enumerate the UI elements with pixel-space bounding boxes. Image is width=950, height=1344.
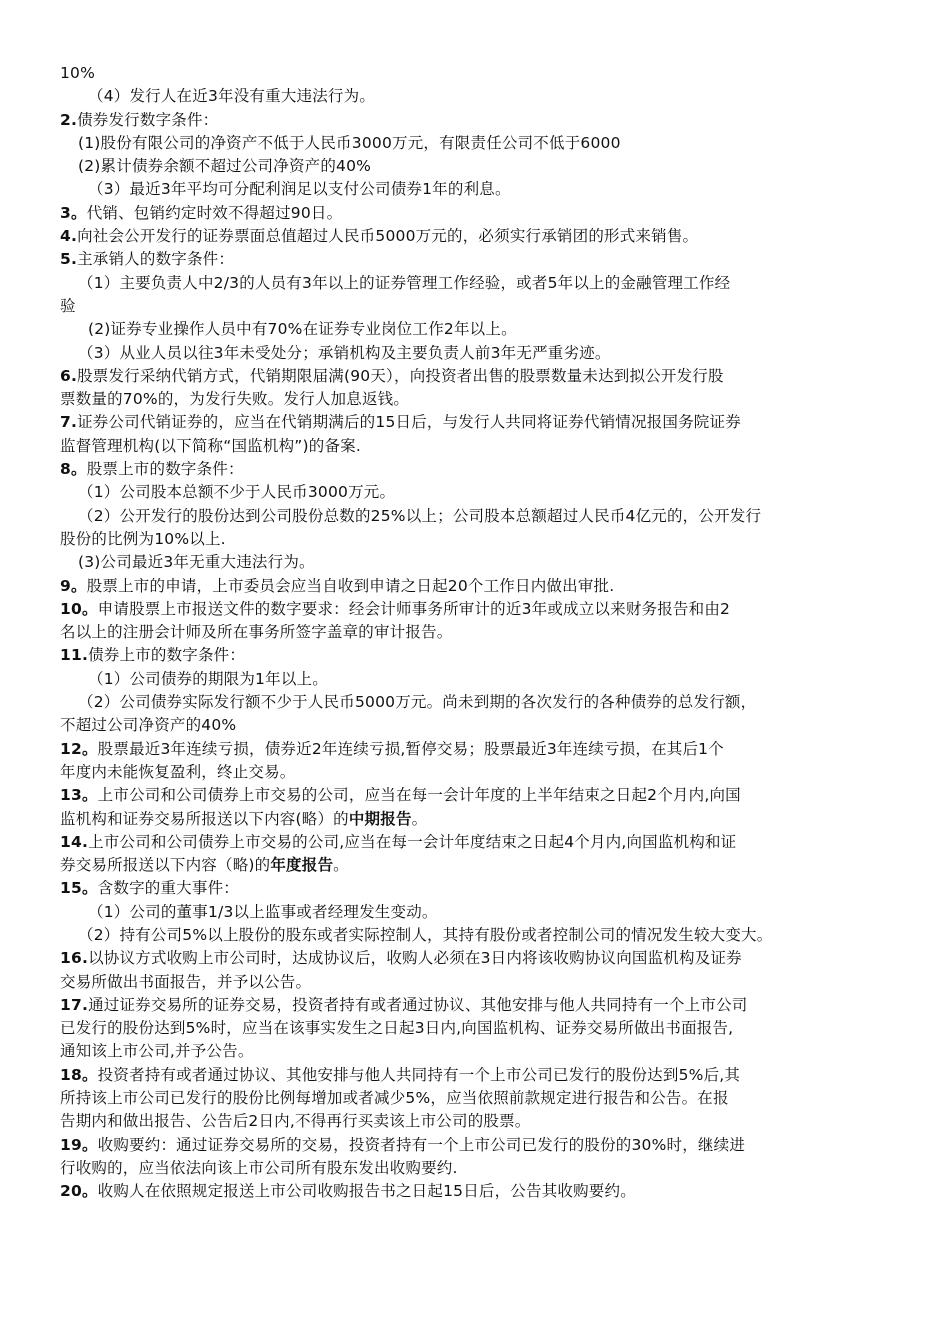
section-heading	[60, 598, 900, 621]
item-text: 收购要约：通过证券交易所的交易，投资者持有一个上市公司已发行的股份的30%时，继续进	[97, 1135, 746, 1154]
section-heading	[60, 947, 900, 970]
section-heading	[60, 109, 900, 132]
item-number: 17.	[60, 995, 89, 1014]
text-line: （2）公开发行的股份达到公司股份总数的25%以上；公司股本总额超过人民币4亿元的，公开发行	[78, 506, 762, 525]
section-heading	[60, 248, 900, 271]
text-line: （4）发行人在近3年没有重大违法行为。	[88, 87, 376, 106]
text-line: （1）公司的董事1/3以上监事或者经理发生变动。	[88, 902, 438, 921]
item-text: 代销、包销约定时效不得超过90日。	[86, 203, 343, 222]
item-number: 15。	[60, 879, 98, 898]
section-heading	[60, 1134, 900, 1157]
section-heading	[60, 458, 900, 481]
text-line: 交易所做出书面报告，并予以公告。	[60, 972, 312, 991]
item-number: 18。	[60, 1065, 98, 1084]
text-line: （2）公司债券实际发行额不少于人民币5000万元。尚未到期的各次发行的各种债券的总发行额，	[78, 693, 757, 712]
section-heading	[60, 877, 900, 900]
text-line: 行收购的，应当依法向该上市公司所有股东发出收购要约.	[60, 1158, 458, 1177]
text-line	[60, 854, 900, 877]
text-line: 监督管理机构(以下简称“国监机构”)的备案.	[60, 436, 361, 455]
item-number: 10。	[60, 599, 98, 618]
item-text: 证券公司代销证券的，应当在代销期满后的15日后，与发行人共同将证券代销情况报国务院证券	[77, 413, 741, 432]
item-number: 7.	[60, 413, 78, 432]
text-line: 10%	[60, 64, 96, 82]
item-text: 投资者持有或者通过协议、其他安排与他人共同持有一个上市公司已发行的股份达到5%后,其	[97, 1065, 741, 1084]
item-number: 3。	[60, 203, 87, 222]
item-text: 收购人在依照规定报送上市公司收购报告书之日起15日后，公告其收购要约。	[97, 1182, 636, 1201]
text-line	[60, 808, 900, 831]
item-text: 以协议方式收购上市公司时，达成协议后，收购人必须在3日内将该收购协议向国监机构及证券	[88, 949, 742, 968]
text-line: 所持该上市公司已发行的股份比例每增加或者减少5%，应当依照前款规定进行报告和公告。在报	[60, 1089, 729, 1108]
text-line: （1）公司股本总额不少于人民币3000万元。	[78, 483, 396, 502]
item-text: 上市公司和公司债券上市交易的公司,应当在每一会计年度结束之日起4个月内,向国监机构和证	[88, 832, 737, 851]
item-text: 向社会公开发行的证券票面总值超过人民币5000万元的，必须实行承销团的形式来销售。	[77, 227, 699, 246]
section-heading	[60, 738, 900, 761]
text-segment: 。	[411, 809, 428, 828]
section-heading	[60, 1064, 900, 1087]
bold-term: 中期报告	[348, 809, 412, 828]
text-line: 年度内未能恢复盈利，终止交易。	[60, 762, 296, 781]
text-line: 票数量的70%的，为发行失败。发行人加息返钱。	[60, 390, 410, 409]
text-line: (3)公司最近3年无重大违法行为。	[78, 553, 315, 572]
text-line: 告期内和做出报告、公告后2日内,不得再行买卖该上市公司的股票。	[60, 1112, 531, 1131]
text-line: 通知该上市公司,并予公告。	[60, 1042, 254, 1061]
section-heading	[60, 202, 900, 225]
section-heading	[60, 365, 900, 388]
item-text: 通过证券交易所的证券交易，投资者持有或者通过协议、其他安排与他人共同持有一个上市公司	[88, 995, 748, 1014]
item-text: 股票上市的申请，上市委员会应当自收到申请之日起20个工作日内做出审批.	[86, 576, 615, 595]
item-text: 申请股票上市报送文件的数字要求：经会计师事务所审计的近3年或成立以来财务报告和由2	[97, 599, 731, 618]
text-line: （1）主要负责人中2/3的人员有3年以上的证券管理工作经验，或者5年以上的金融管理工作经	[78, 273, 731, 292]
item-number: 20。	[60, 1182, 98, 1201]
item-text: 股票上市的数字条件：	[86, 460, 244, 479]
item-text: 上市公司和公司债券上市交易的公司，应当在每一会计年度的上半年结束之日起2个月内,向国	[97, 786, 741, 805]
item-number: 16.	[60, 949, 89, 968]
item-number: 2.	[60, 110, 78, 129]
item-text: 股票最近3年连续亏损，债券近2年连续亏损,暂停交易；股票最近3年连续亏损，在其后1个	[97, 739, 724, 758]
text-line: （2）持有公司5%以上股份的股东或者实际控制人，其持有股份或者控制公司的情况发生较大变大。	[78, 925, 773, 944]
item-number: 8。	[60, 460, 87, 479]
text-segment: 。	[333, 856, 349, 875]
item-text: 股票发行采纳代销方式，代销期限届满(90天），向投资者出售的股票数量未达到拟公开发行股	[77, 366, 724, 385]
item-text: 债券上市的数字条件：	[88, 646, 246, 665]
item-number: 13。	[60, 786, 98, 805]
text-line: （3）从业人员以往3年未受处分；承销机构及主要负责人前3年无严重劣迹。	[78, 343, 611, 362]
item-number: 12。	[60, 739, 98, 758]
text-line: 名以上的注册会计师及所在事务所签字盖章的审计报告。	[60, 623, 453, 642]
section-heading	[60, 784, 900, 807]
item-number: 4.	[60, 227, 78, 246]
bold-term: 年度报告	[270, 856, 334, 875]
text-line: （1）公司债券的期限为1年以上。	[88, 669, 328, 688]
section-heading	[60, 994, 900, 1017]
item-number: 19。	[60, 1135, 98, 1154]
text-line: (1)股份有限公司的净资产不低于人民币3000万元，有限责任公司不低于6000	[78, 133, 621, 152]
item-text: 主承销人的数字条件：	[77, 250, 235, 269]
item-text: 含数字的重大事件：	[97, 879, 239, 898]
text-line: 已发行的股份达到5%时，应当在该事实发生之日起3日内,向国监机构、证券交易所做出书面报告,	[60, 1019, 734, 1038]
section-heading	[60, 1180, 900, 1203]
text-segment: 监机构和证券交易所报送以下内容(略）的	[60, 809, 349, 828]
text-line: 股份的比例为10%以上.	[60, 529, 226, 548]
item-number: 14.	[60, 832, 89, 851]
item-number: 6.	[60, 366, 78, 385]
section-heading	[60, 225, 900, 248]
section-heading	[60, 644, 900, 667]
item-number: 11.	[60, 646, 89, 665]
section-heading	[60, 831, 900, 854]
text-line: (2)累计债券余额不超过公司净资产的40%	[78, 157, 372, 176]
text-line: 验	[60, 296, 76, 315]
section-heading	[60, 575, 900, 598]
item-text: 债券发行数字条件：	[77, 110, 219, 129]
text-segment: 券交易所报送以下内容（略)的	[60, 856, 271, 875]
text-line: (2)证券专业操作人员中有70%在证券专业岗位工作2年以上。	[88, 320, 517, 339]
text-line: 不超过公司净资产的40%	[60, 716, 237, 735]
item-number: 5.	[60, 250, 78, 269]
text-line: （3）最近3年平均可分配利润足以支付公司债券1年的利息。	[88, 180, 511, 199]
item-number: 9。	[60, 576, 87, 595]
section-heading	[60, 411, 900, 434]
